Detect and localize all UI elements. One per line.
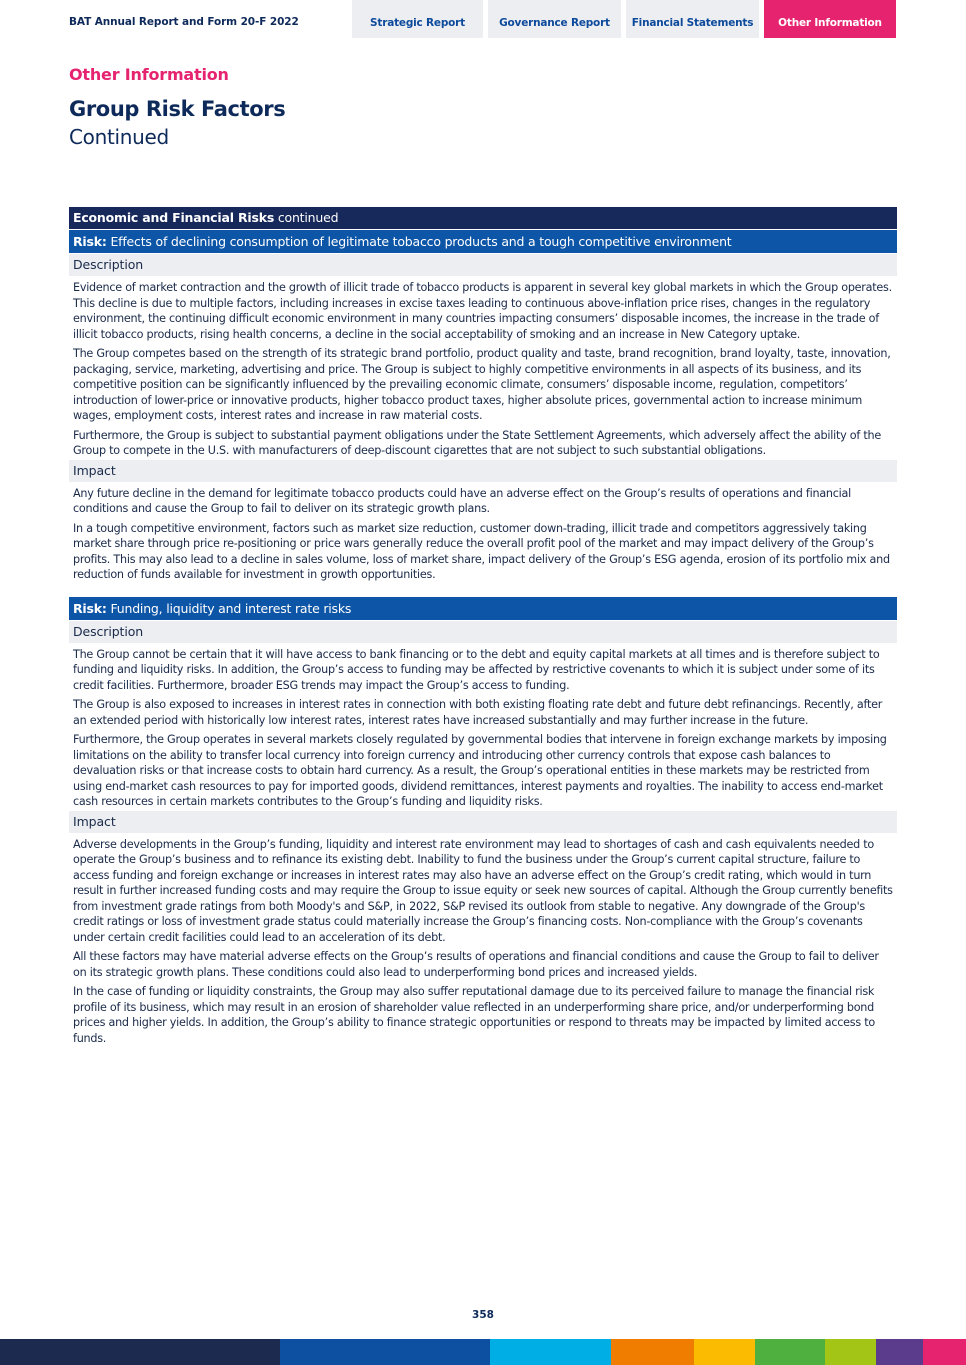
impact-header: Impact	[69, 811, 897, 833]
paragraph: The Group is also exposed to increases in interest rates in connection with both existing floating rate debt and future debt refinancings. Recently, after an extended period with historically low interest rates, interest rates have increased substantially and may further increase in the future.	[73, 698, 883, 727]
category-title: Economic and Financial Risks	[73, 210, 275, 225]
color-segment	[825, 1339, 876, 1365]
risk-prefix: Risk:	[73, 600, 107, 616]
color-segment	[694, 1339, 755, 1365]
paragraph: Adverse developments in the Group’s funding, liquidity and interest rate environment may lead to shortages of cash and cash equivalents needed to operate the Group’s business and to refinance its existing debt. Inability to fund the business under the Group’s current capital structure, failure to access funding and foreign exchange or increases in interest rates may also have an adverse effect on the Group’s credit rating, which would in turn result in further increased funding costs and may require the Group to issue equity or seek new sources of capital. Although the Group currently benefits from investment grade ratings from both Moody's and S&P, in 2022, S&P revised its outlook from stable to negative. Any downgrade of the Group's credit ratings or loss of investment grade status could materially increase the Group’s financing costs. Non-compliance with the Group’s covenants under certain credit facilities could lead to an acceleration of its debt.	[73, 837, 893, 944]
paragraph: Furthermore, the Group is subject to substantial payment obligations under the State Settlement Agreements, which adversely affect the ability of the Group to compete in the U.S. with manufacturers of deep-discount cigarettes that are not subject to such substantial obligations.	[73, 428, 881, 457]
paragraph: Furthermore, the Group operates in several markets closely regulated by governmental bodies that intervene in foreign exchange markets by imposing limitations on the ability to transfer local currency into foreign currency and introducing other currency controls that expose cash balances to devaluation risks or that increase costs to obtain hard currency. As a result, the Group’s operational entities in these markets may be restricted from using end-market cash resources to pay for imported goods, dividend remittances, interest payments and royalties. The inability to access end-market cash resources in certain markets contributes to the Group’s funding and liquidity risks.	[73, 733, 887, 808]
paragraph: In the case of funding or liquidity constraints, the Group may also suffer reputational damage due to its perceived failure to manage the financial risk profile of its business, which may result in an erosion of shareholder value reflected in an underperforming share price, and/or underperforming bond prices and higher yields. In addition, the Group’s ability to finance strategic opportunities or respond to threats may be impacted by limited access to funds.	[73, 985, 876, 1045]
paragraph: The Group competes based on the strength of its strategic brand portfolio, product quality and taste, brand recognition, brand loyalty, taste, innovation, packaging, service, marketing, advertising and price. The Group is subject to highly competitive environments in all aspects of its business, and its competitive position can be significantly influenced by the prevailing economic climate, consumers’ disposable income, regulation, competitors’ introduction of lower-price or innovative products, higher tobacco product taxes, higher absolute prices, governmental action to increase minimum wages, employment costs, interest rates and increase in raw material costs.	[73, 347, 891, 422]
color-segment	[490, 1339, 611, 1365]
category-continued: continued	[274, 210, 339, 225]
risk-title: Effects of declining consumption of legitimate tobacco products and a tough competitive environment	[106, 234, 732, 249]
paragraph: In a tough competitive environment, factors such as market size reduction, customer down-trading, illicit trade and competitors aggressively taking market share through price re-positioning or price wars generally reduce the overall profit pool of the market and may impact delivery of the Group’s profits. This may also lead to a decline in sales volume, loss of market share, impact delivery of the Group’s ESG agenda, erosion of its portfolio mix and reduction of funds available for investment in growth opportunities.	[73, 521, 890, 581]
category-header	[69, 207, 897, 229]
risk-header-tobacco	[69, 230, 897, 253]
color-segment	[876, 1339, 923, 1365]
impact-header: Impact	[69, 460, 897, 482]
tab-governance-report[interactable]: Governance Report	[488, 0, 621, 38]
section-gap	[69, 583, 897, 597]
risk-title: Funding, liquidity and interest rate risks	[106, 600, 352, 616]
tab-strategic-report[interactable]: Strategic Report	[352, 0, 483, 38]
description-header: Description	[69, 621, 897, 643]
color-segment	[923, 1339, 966, 1365]
paragraph: The Group cannot be certain that it will have access to bank financing or to the debt and equity capital markets at all times and is therefore subject to funding and liquidity risks. In addition, the Group’s access to funding may be affected by restrictive covenants to which it is subject under some of its credit facilities. Furthermore, broader ESG trends may impact the Group’s access to funding.	[73, 647, 880, 692]
description-header: Description	[69, 254, 897, 276]
page-subtitle: Continued	[69, 125, 169, 149]
tab-financial-statements[interactable]: Financial Statements	[626, 0, 759, 38]
paragraph: All these factors may have material adverse effects on the Group’s results of operations and financial conditions and cause the Group to fail to deliver on its strategic growth plans. These conditions could also lead to underperforming bond prices and increased yields.	[73, 950, 879, 979]
section-label: Other Information	[69, 65, 229, 84]
footer-color-bar	[0, 1339, 966, 1365]
risk-prefix: Risk:	[73, 234, 107, 249]
risk-header-funding	[69, 597, 897, 620]
page-number: 358	[472, 1309, 494, 1321]
top-navigation	[0, 0, 966, 38]
tab-other-information[interactable]: Other Information	[764, 0, 896, 38]
color-segment	[280, 1339, 490, 1365]
color-segment	[755, 1339, 825, 1365]
color-segment	[0, 1339, 280, 1365]
color-segment	[611, 1339, 694, 1365]
paragraph: Evidence of market contraction and the growth of illicit trade of tobacco products is apparent in several key global markets in which the Group operates. This decline is due to multiple factors, including increases in excise taxes leading to continuous above-inflation price rises, changes in the regulatory environment, the continuing difficult economic environment in many countries impacting consumers’ disposable incomes, the increase in the trade of illicit tobacco products, rising health concerns, a decline in the social acceptability of smoking and an increase in New Category uptake.	[73, 281, 892, 341]
paragraph: Any future decline in the demand for legitimate tobacco products could have an adverse effect on the Group’s results of operations and financial conditions and cause the Group to fail to deliver on its strategic growth plans.	[73, 486, 851, 515]
risk-content	[69, 207, 897, 1046]
page-title: Group Risk Factors	[69, 97, 286, 121]
report-title: BAT Annual Report and Form 20-F 2022	[69, 16, 299, 28]
